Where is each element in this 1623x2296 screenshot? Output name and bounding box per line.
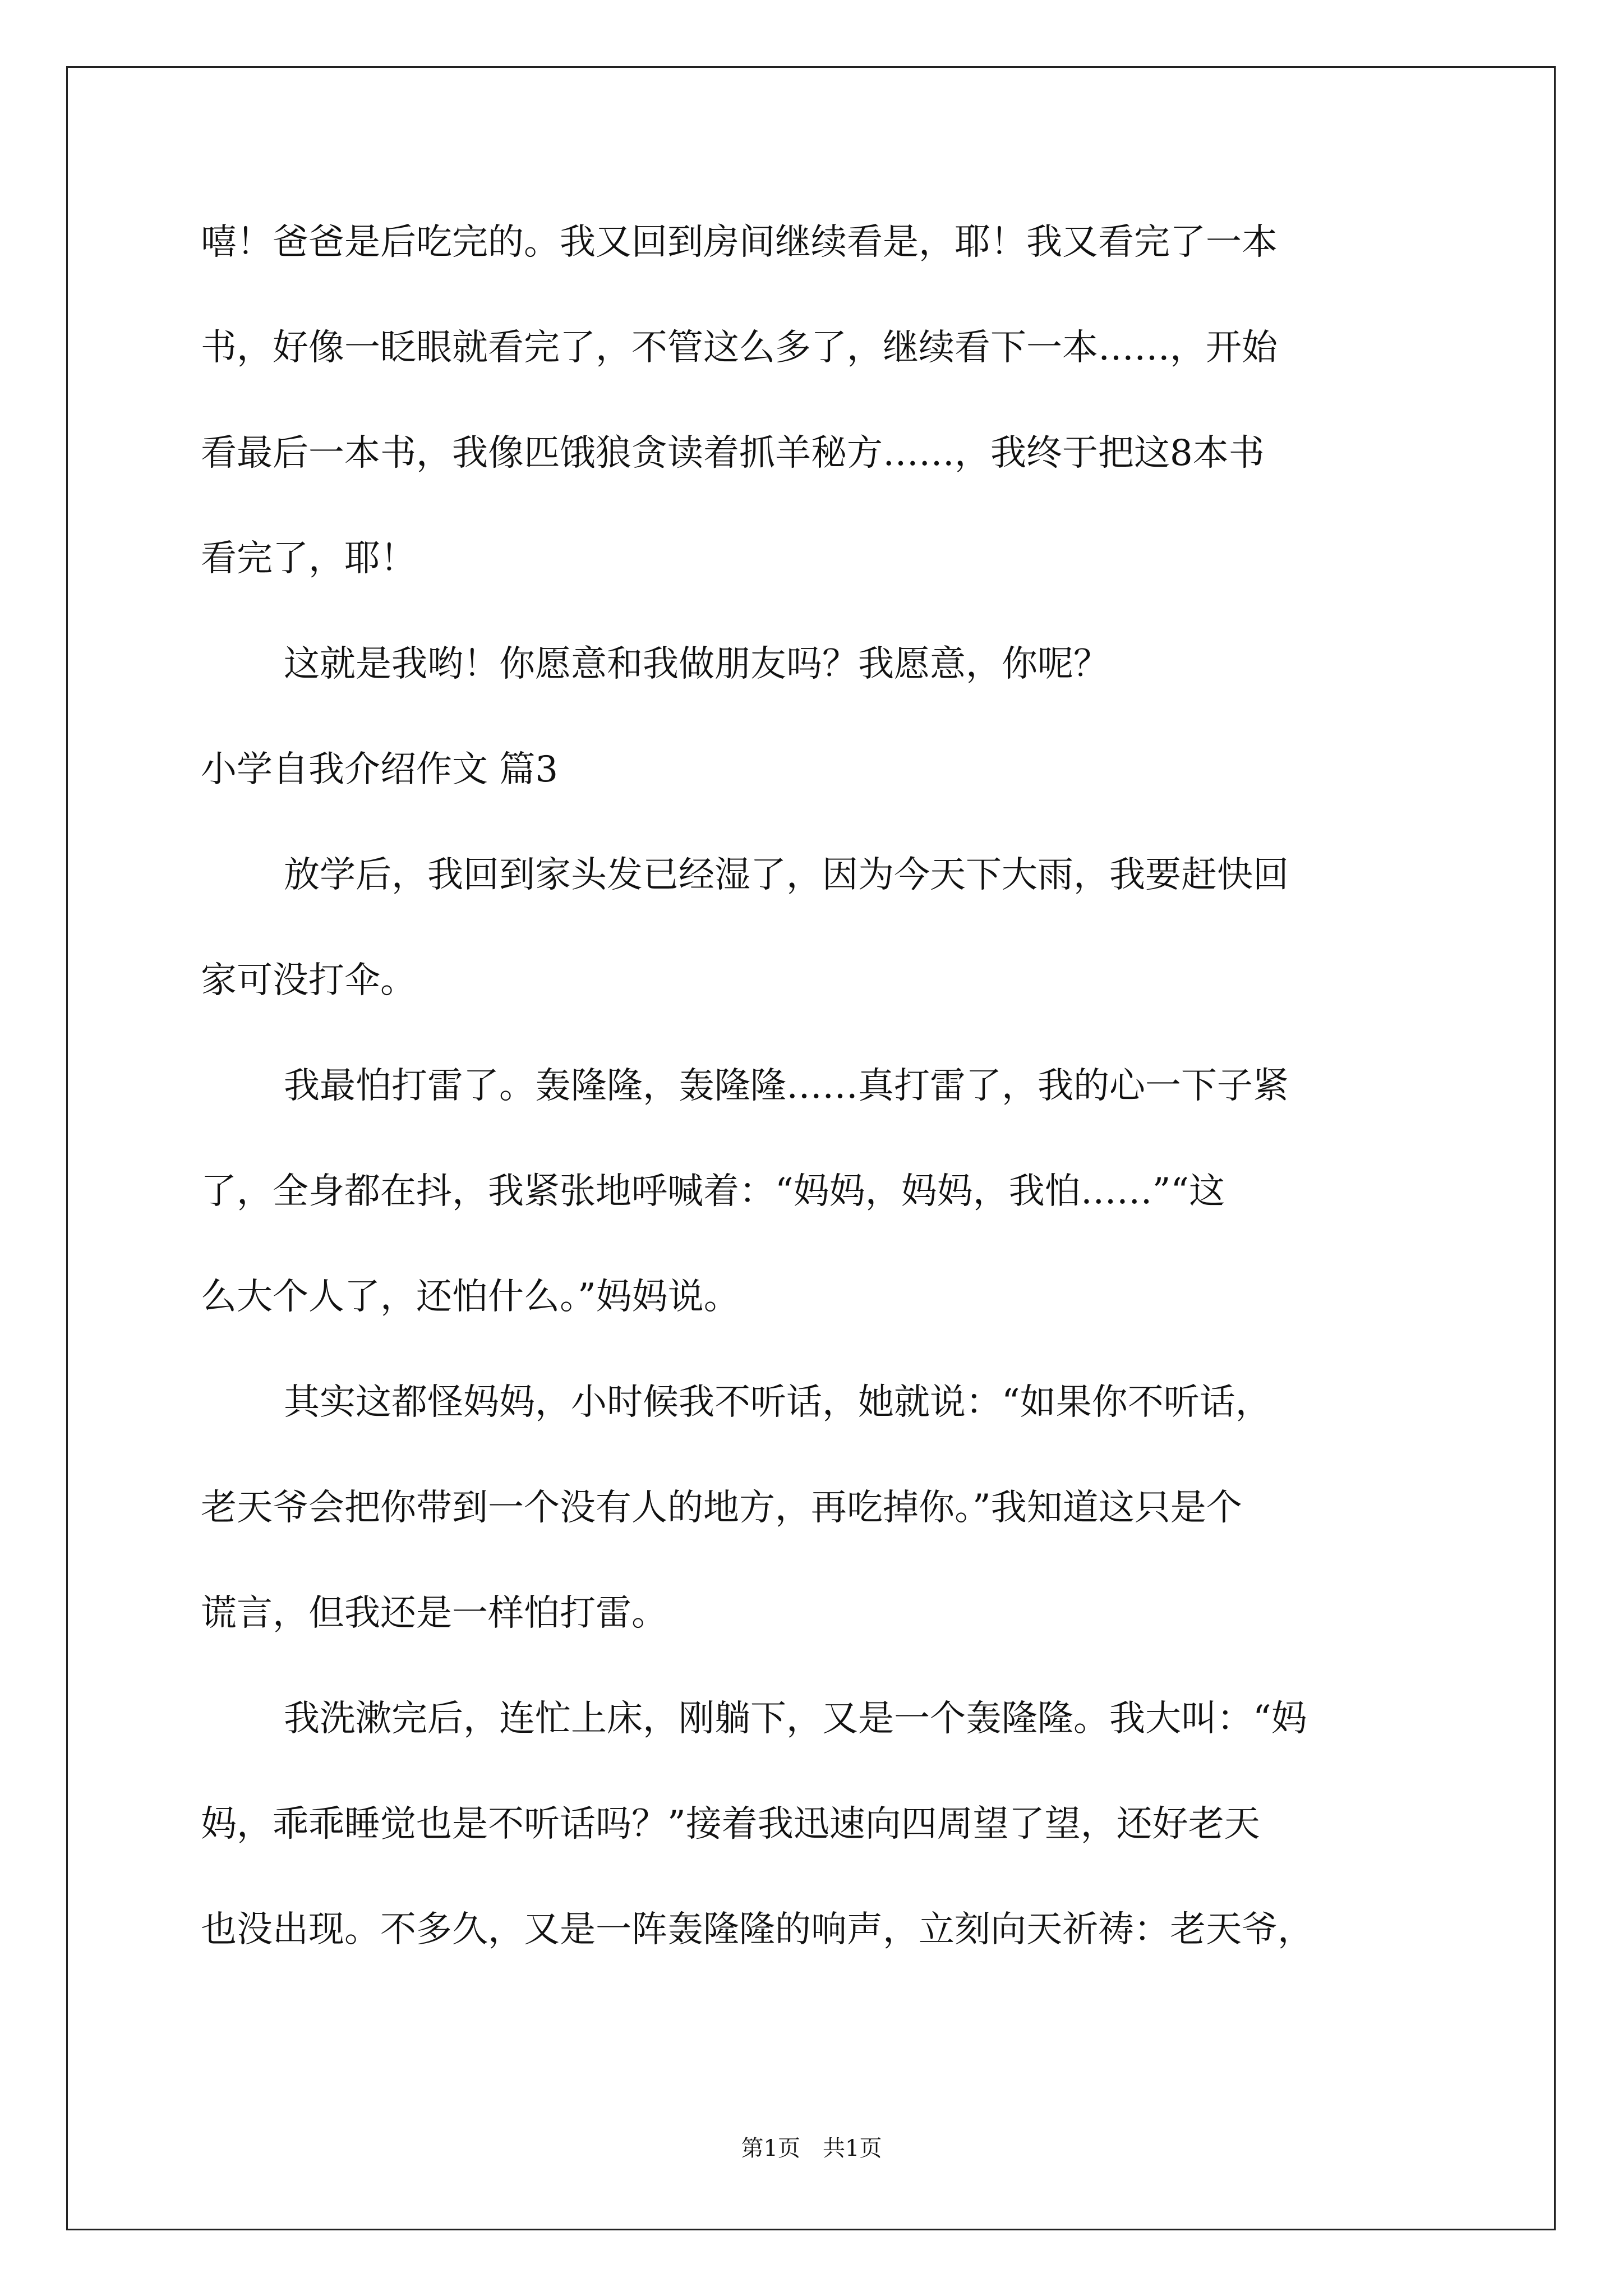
text-line: 么大个人了，还怕什么。”妈妈说。	[201, 1276, 740, 1318]
page-number: 第1页 共1页	[741, 2136, 882, 2161]
text-line: 看最后一本书，我像匹饿狼贪读着抓羊秘方……，我终于把这8本书	[201, 432, 1265, 474]
text-line: 放学后，我回到家头发已经湿了，因为今天下大雨，我要赶快回	[284, 854, 1289, 896]
text-line: 老天爷会把你带到一个没有人的地方，再吃掉你。”我知道这只是个	[201, 1487, 1242, 1529]
text-line: 书，好像一眨眼就看完了，不管这么多了，继续看下一本……，开始	[201, 327, 1278, 369]
text-line: 看完了，耶！	[201, 538, 416, 579]
text-line: 这就是我哟！你愿意和我做朋友吗？我愿意，你呢？	[284, 643, 1109, 685]
text-line: 了，全身都在抖，我紧张地呼喊着：“妈妈，妈妈，我怕……”“这	[201, 1171, 1225, 1212]
text-line: 谎言，但我还是一样怕打雷。	[201, 1593, 667, 1634]
page-border	[66, 66, 1556, 2230]
text-line: 我洗漱完后，连忙上床，刚躺下，又是一个轰隆隆。我大叫：“妈	[284, 1698, 1307, 1740]
text-line: 其实这都怪妈妈，小时候我不听话，她就说：“如果你不听话，	[284, 1382, 1271, 1423]
text-line: 嘻！爸爸是后吃完的。我又回到房间继续看是，耶！我又看完了一本	[201, 222, 1278, 263]
section-heading: 小学自我介绍作文 篇3	[201, 749, 559, 790]
text-line: 也没出现。不多久，又是一阵轰隆隆的响声，立刻向天祈祷：老天爷，	[201, 1909, 1313, 1950]
text-line: 妈，乖乖睡觉也是不听话吗？”接着我迅速向四周望了望，还好老天	[201, 1803, 1260, 1845]
text-line: 家可没打伞。	[201, 960, 416, 1001]
text-line: 我最怕打雷了。轰隆隆，轰隆隆……真打雷了，我的心一下子紧	[284, 1065, 1289, 1107]
